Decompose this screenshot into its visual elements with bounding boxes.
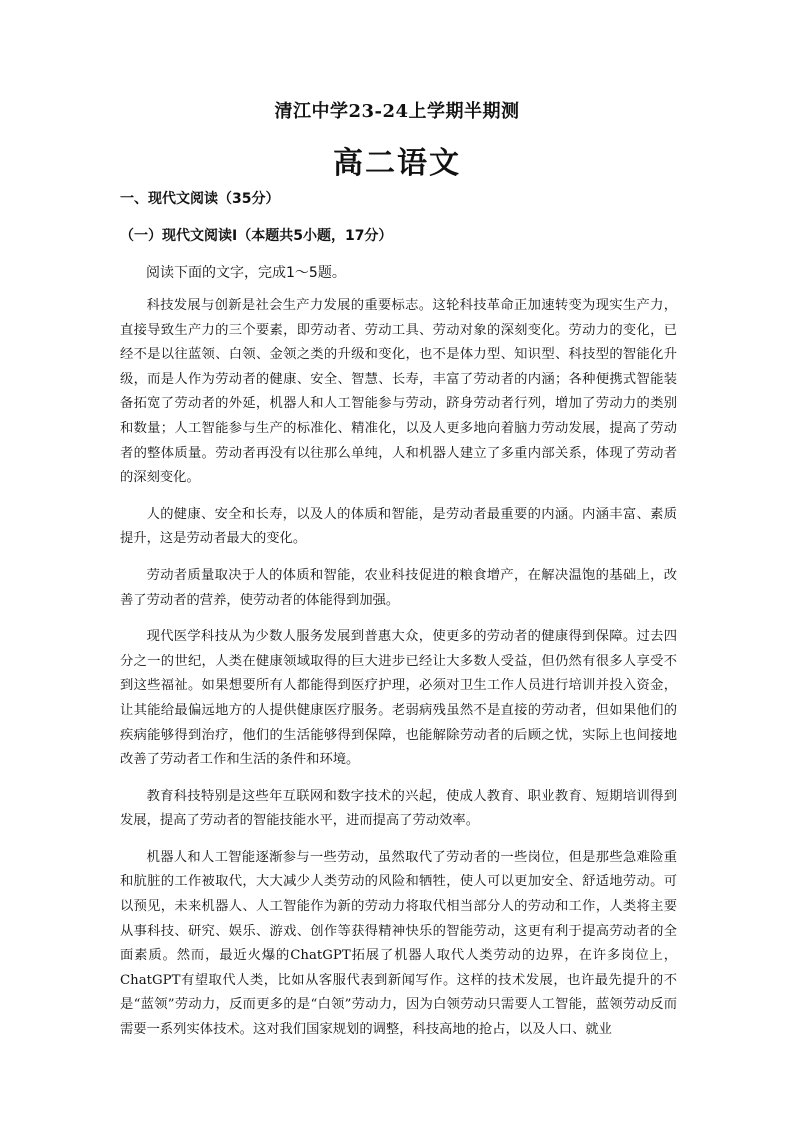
passage-paragraph: 人的健康、安全和长寿，以及人的体质和智能，是劳动者最重要的内涵。内涵丰富、素质提升，这是劳动者最大的变化。 [120,506,677,547]
section-heading: 一、现代文阅读（35分） [120,191,280,207]
passage-paragraph: 劳动者质量取决于人的体质和智能，农业科技促进的粮食增产，在解决温饱的基础上，改善了劳动者的营养，使劳动者的体能得到加强。 [120,567,677,608]
exam-school-title: 清江中学23-24上学期半期测 [274,101,520,122]
passage-paragraph: 科技发展与创新是社会生产力发展的重要标志。这轮科技革命正加速转变为现实生产力，直接导致生产力的三个要素，即劳动者、劳动工具、劳动对象的深刻变化。劳动力的变化，已经不是以往蓝领、白领、金领之类的升级和变化，也不是体力型、知识型、科技型的智能化升级，而是人作为劳动者的健康、安全、智慧、长寿，丰富了劳动者的内涵；各种便携式智能装备拓宽了劳动者的外延，机器人和人工智能参与劳动，跻身劳动者行列，增加了劳动力的类别和数量；人工智能参与生产的标准化、精准化，以及人更多地向着脑力劳动发展，提高了劳动者的整体质量。劳动者再没有以往那么单纯，人和机器人建立了多重内部关系，体现了劳动者的深刻变化。 [120,298,677,486]
subject-title: 高二语文 [333,146,461,181]
passage-paragraph: 教育科技特别是这些年互联网和数字技术的兴起，使成人教育、职业教育、短期培训得到发展，提高了劳动者的智能技能水平，进而提高了劳动效率。 [120,788,677,829]
passage-paragraph: 现代医学科技从为少数人服务发展到普惠大众，使更多的劳动者的健康得到保障。过去四分之一的世纪，人类在健康领域取得的巨大进步已经让大多数人受益，但仍然有很多人享受不到这些福祉。如果想要所有人都能得到医疗护理，必须对卫生工作人员进行培训并投入资金，让其能给最偏远地方的人提供健康医疗服务。老弱病残虽然不是直接的劳动者，但如果他们的疾病能够得到治疗，他们的生活能够得到保障，也能解除劳动者的后顾之忧，实际上也间接地改善了劳动者工作和生活的条件和环境。 [120,629,677,768]
passage-paragraph: 机器人和人工智能逐渐参与一些劳动，虽然取代了劳动者的一些岗位，但是那些急难险重和肮脏的工作被取代，大大减少人类劳动的风险和牺牲，使人可以更加安全、舒适地劳动。可以预见，未来机器人、人工智能作为新的劳动力将取代相当部分人的劳动和工作，人类将主要从事科技、研究、娱乐、游戏、创作等获得精神快乐的智能劳动，这更有利于提高劳动者的全面素质。然而，最近火爆的ChatGPT拓展了机器人取代人类劳动的边界，在许多岗位上，ChatGPT有望取代人类，比如从客服代表到新闻写作。这样的技术发展，也许最先提升的不是“蓝领”劳动力，反而更多的是“白领”劳动力，因为白领劳动只需要人工智能，蓝领劳动反而需要一系列实体技术。这对我们国家规划的调整，科技高地的抢占，以及人口、就业 [120,849,677,1038]
reading-instruction: 阅读下面的文字，完成1～5题。 [146,265,346,281]
subsection-heading: （一）现代文阅读Ⅰ（本题共5小题，17分） [120,228,393,244]
reading-passage [120,294,677,1055]
